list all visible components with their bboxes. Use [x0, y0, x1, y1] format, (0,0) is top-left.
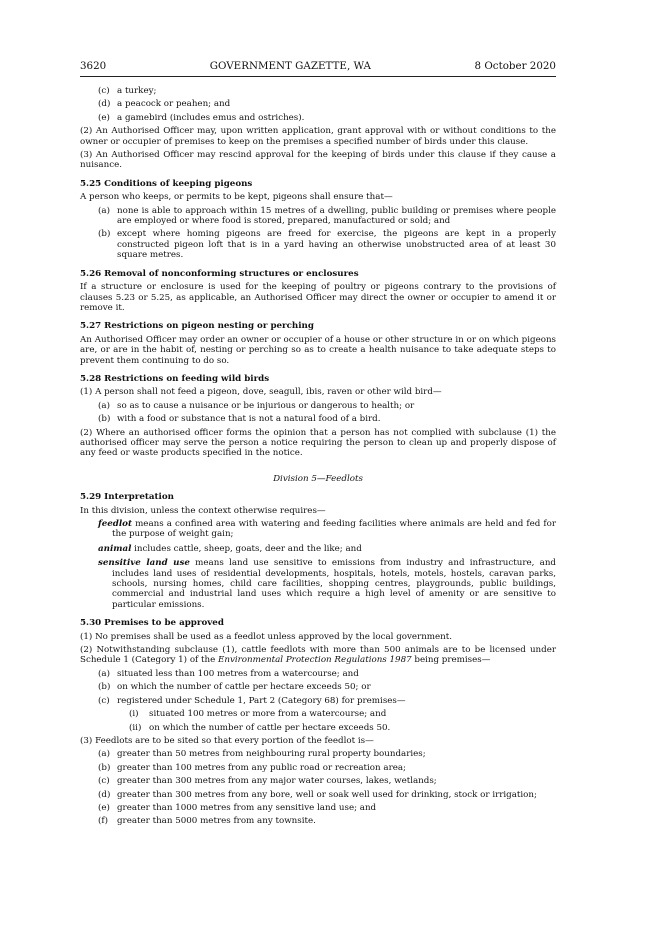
- section-heading: 5.25 Conditions of keeping pigeons: [80, 178, 253, 189]
- list-item: (a) situated less than 100 metres from a watercourse; and: [98, 668, 359, 679]
- list-item: (a) none is able to approach within 15 metres of a dwelling, public building or premises where people are employed or where food is stored, prepared, manufactured or sold; and: [98, 205, 556, 227]
- list-subitem: (i) situated 100 metres or more from a watercourse; and: [129, 709, 387, 720]
- subclause: (3) An Authorised Officer may rescind approval for the keeping of birds under this clause if they cause a nuisance.: [80, 150, 556, 171]
- section-heading: 5.28 Restrictions on feeding wild birds: [80, 373, 270, 384]
- list-item: (c) registered under Schedule 1, Part 2 (Category 68) for premises—: [98, 695, 406, 706]
- paragraph: A person who keeps, or permits to be kept, pigeons shall ensure that—: [80, 192, 393, 203]
- section-heading: 5.27 Restrictions on pigeon nesting or perching: [80, 321, 314, 332]
- paragraph: If a structure or enclosure is used for the keeping of poultry or pigeons contrary to the provisions of clauses 5.23 or 5.25, as applicable, an Authorised Officer may direct the owner or occupier to amend it or remove it.: [80, 282, 556, 313]
- definition: sensitive land use means land use sensitive to emissions from industry and infrastructure, and includes land uses of residential developments, hospitals, hotels, motels, hostels, caravan parks, schools, nursing homes, child care facilities, shopping centres, playgrounds, public buildings, commercial and industrial land uses which require a high level of amenity or are sensitive to particular emissions.: [98, 558, 556, 610]
- paragraph: An Authorised Officer may order an owner or occupier of a house or other structure in or on which pigeons are, or are in the habit of, nesting or perching so as to create a health nuisance to take adequate steps to prevent them continuing to do so.: [80, 334, 556, 366]
- list-item: (a) greater than 50 metres from neighbouring rural property boundaries;: [98, 749, 426, 760]
- paragraph: In this division, unless the context otherwise requires—: [80, 505, 326, 516]
- list-item: (e) a gamebird (includes emus and ostriches).: [98, 112, 305, 123]
- regulation-title: Environmental Protection Regulations 1987: [218, 655, 412, 666]
- section-heading: 5.29 Interpretation: [80, 492, 174, 503]
- list-item: (d) greater than 300 metres from any bore, well or soak well used for drinking, stock or irrigation;: [98, 789, 537, 800]
- subclause: (2) An Authorised Officer may, upon written application, grant approval with or without conditions to the owner or occupier of premises to keep on the premises a specified number of birds under this clause.: [80, 126, 556, 147]
- subclause: (2) Where an authorised officer forms the opinion that a person has not complied with subclause (1) the authorised officer may serve the person a notice requiring the person to clean up and properly dispose of any feed or waste products specified in the notice.: [80, 427, 556, 459]
- page-number: 3620: [80, 60, 107, 72]
- list-item: (c) a turkey;: [98, 86, 157, 96]
- subclause: (3) Feedlots are to be sited so that every portion of the feedlot is—: [80, 735, 374, 746]
- list-item: (b) greater than 100 metres from any public road or recreation area;: [98, 762, 406, 773]
- publication-title: GOVERNMENT GAZETTE, WA: [209, 60, 371, 72]
- list-item: (b) except where homing pigeons are freed for exercise, the pigeons are kept in a properly constructed pigeon loft that is in a yard having an otherwise unobstructed area of at least 30 square metres.: [98, 229, 556, 261]
- list-item: (b) with a food or substance that is not a natural food of a bird.: [98, 414, 381, 425]
- definition: animal includes cattle, sheep, goats, deer and the like; and: [98, 543, 362, 554]
- division-title: Division 5—Feedlots: [273, 473, 363, 484]
- section-heading: 5.30 Premises to be approved: [80, 618, 224, 629]
- subclause: (2) Notwithstanding subclause (1), cattle feedlots with more than 500 animals are to be licensed under Schedule 1 (Category 1) of the Environmental Protection Regulations 1987 being premises—: [80, 645, 556, 666]
- subclause: (1) A person shall not feed a pigeon, dove, seagull, ibis, raven or other wild bird—: [80, 387, 442, 398]
- list-subitem: (ii) on which the number of cattle per hectare exceeds 50.: [129, 722, 391, 733]
- gazette-page: [80, 60, 556, 830]
- publication-date: 8 October 2020: [474, 60, 556, 72]
- definition: feedlot means a confined area with watering and feeding facilities where animals are held and fed for the purpose of weight gain;: [98, 519, 556, 540]
- list-item: (a) so as to cause a nuisance or be injurious or dangerous to health; or: [98, 400, 415, 411]
- list-item: (c) greater than 300 metres from any major water courses, lakes, wetlands;: [98, 776, 437, 787]
- list-item: (e) greater than 1000 metres from any sensitive land use; and: [98, 802, 377, 813]
- list-item: (d) a peacock or peahen; and: [98, 99, 231, 110]
- section-heading: 5.26 Removal of nonconforming structures or enclosures: [80, 268, 359, 279]
- list-item: (b) on which the number of cattle per hectare exceeds 50; or: [98, 682, 371, 693]
- list-item: (f) greater than 5000 metres from any townsite.: [98, 816, 316, 827]
- subclause: (1) No premises shall be used as a feedlot unless approved by the local government.: [80, 631, 453, 642]
- page-header: [80, 60, 556, 77]
